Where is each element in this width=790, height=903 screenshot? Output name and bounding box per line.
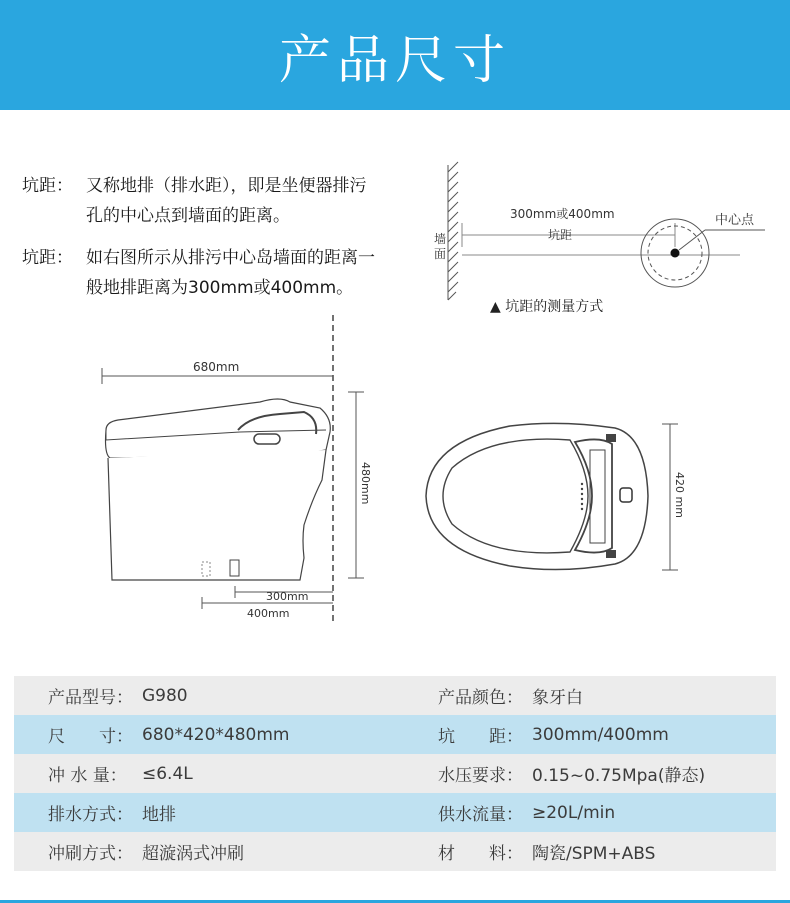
spec-label: 供水流量： — [438, 805, 523, 825]
spec-label: 材 料： — [438, 844, 523, 864]
spec-value: G980 — [142, 685, 188, 706]
spec-value: 地排 — [142, 805, 176, 825]
wall-label-bottom: 面 — [434, 247, 447, 261]
height-dimension-label: 480mm — [359, 462, 372, 505]
spec-row — [14, 754, 776, 793]
spec-row — [14, 715, 776, 754]
pit-measurement-diagram — [420, 160, 780, 320]
top-view-drawing — [420, 410, 700, 580]
spec-value: 陶瓷/SPM+ABS — [532, 844, 656, 864]
spec-value: ≥20L/min — [532, 802, 616, 823]
spec-row — [14, 832, 776, 871]
spec-cell — [404, 800, 776, 825]
pit-400-label: 400mm — [247, 607, 290, 620]
spec-cell — [14, 683, 404, 708]
spec-cell — [14, 722, 404, 747]
spec-cell — [14, 800, 404, 825]
spec-value: 象牙白 — [532, 688, 583, 708]
center-point-label: 中心点 — [715, 213, 755, 228]
page-title: 产品尺寸 — [278, 30, 511, 91]
pit-explanation-paragraph — [22, 243, 432, 303]
spec-cell — [404, 683, 776, 708]
spec-label: 产品型号： — [48, 688, 133, 708]
width-dimension-label: 420 mm — [673, 472, 686, 518]
spec-value: ≤6.4L — [142, 763, 193, 784]
spec-label: 产品颜色： — [438, 688, 523, 708]
spec-value: 0.15~0.75Mpa(静态) — [532, 766, 706, 786]
pit-label: 坑距： — [22, 248, 73, 268]
spec-label: 排水方式： — [48, 805, 133, 825]
spec-label: 冲 水 量： — [48, 766, 127, 786]
pit-diagram-caption: ▲ 坑距的测量方式 — [490, 299, 604, 315]
spec-label: 冲刷方式： — [48, 844, 133, 864]
side-view-drawing — [90, 310, 390, 630]
spec-value: 300mm/400mm — [532, 724, 669, 745]
spec-label: 坑 距： — [438, 727, 523, 747]
pit-definition-paragraph — [22, 171, 432, 231]
spec-row — [14, 676, 776, 715]
spec-cell — [404, 761, 776, 786]
wall-label-top: 墙 — [434, 232, 447, 246]
spec-cell — [14, 839, 404, 864]
spec-value: 680*420*480mm — [142, 724, 290, 745]
pit-word-label: 坑距 — [548, 228, 573, 242]
spec-value: 超漩涡式冲刷 — [142, 844, 244, 864]
spec-cell — [404, 839, 776, 864]
spec-row — [14, 793, 776, 832]
spec-table — [14, 676, 776, 871]
spec-label: 水压要求： — [438, 766, 523, 786]
pit-distance-label: 300mm或400mm — [510, 207, 615, 221]
page-header — [0, 0, 790, 110]
pit-300-label: 300mm — [266, 590, 309, 603]
pit-definition-line-2: 孔的中心点到墙面的距离。 — [86, 206, 290, 226]
pit-explanation-line-2: 般地排距离为300mm或400mm。 — [86, 278, 354, 298]
spec-label: 尺 寸： — [48, 727, 133, 747]
spec-cell — [14, 761, 404, 786]
pit-label: 坑距： — [22, 176, 73, 196]
length-dimension-label: 680mm — [193, 360, 240, 374]
spec-cell — [404, 722, 776, 747]
pit-explanation-line-1: 如右图所示从排污中心岛墙面的距离一 — [86, 248, 375, 268]
pit-definition-line-1: 又称地排（排水距），即是坐便器排污 — [86, 176, 367, 196]
